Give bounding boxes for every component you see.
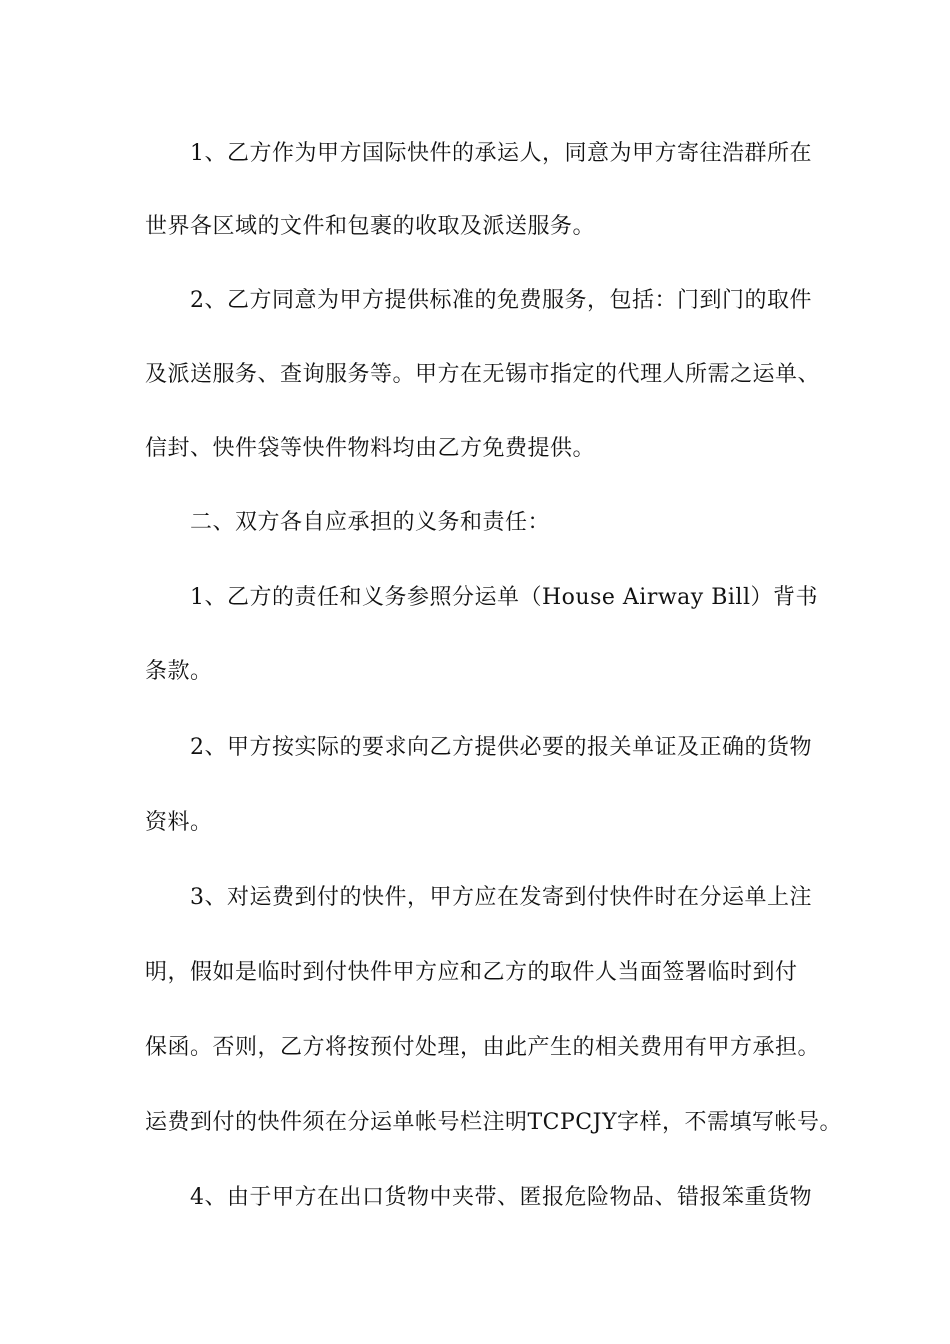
duty-3-line-1: 3、对运费到付的快件，甲方应在发寄到付快件时在分运单上注 xyxy=(190,885,812,910)
section-heading: 二、双方各自应承担的义务和责任： xyxy=(190,510,551,535)
duty-1-line-2: 条款。 xyxy=(145,659,213,684)
duty-3-line-3: 保函。否则，乙方将按预付处理，由此产生的相关费用有甲方承担。 xyxy=(145,1035,821,1060)
clause-1-line-1: 1、乙方作为甲方国际快件的承运人，同意为甲方寄往浩群所在 xyxy=(190,141,812,166)
duty-2-line-2: 资料。 xyxy=(145,810,213,835)
duty-3-line-4: 运费到付的快件须在分运单帐号栏注明TCPCJY字样，不需填写帐号。 xyxy=(145,1110,842,1135)
clause-2-line-2: 及派送服务、查询服务等。甲方在无锡市指定的代理人所需之运单、 xyxy=(145,362,821,387)
duty-2-line-1: 2、甲方按实际的要求向乙方提供必要的报关单证及正确的货物 xyxy=(190,735,812,760)
duty-4-line-1: 4、由于甲方在出口货物中夹带、匿报危险物品、错报笨重货物 xyxy=(190,1185,812,1210)
duty-1-line-1: 1、乙方的责任和义务参照分运单（House Airway Bill）背书 xyxy=(190,585,818,610)
clause-1-line-2: 世界各区域的文件和包裹的收取及派送服务。 xyxy=(145,214,596,239)
clause-2-line-1: 2、乙方同意为甲方提供标准的免费服务，包括：门到门的取件 xyxy=(190,288,812,313)
duty-3-line-2: 明，假如是临时到付快件甲方应和乙方的取件人当面签署临时到付 xyxy=(145,960,798,985)
clause-2-line-3: 信封、快件袋等快件物料均由乙方免费提供。 xyxy=(145,436,596,461)
